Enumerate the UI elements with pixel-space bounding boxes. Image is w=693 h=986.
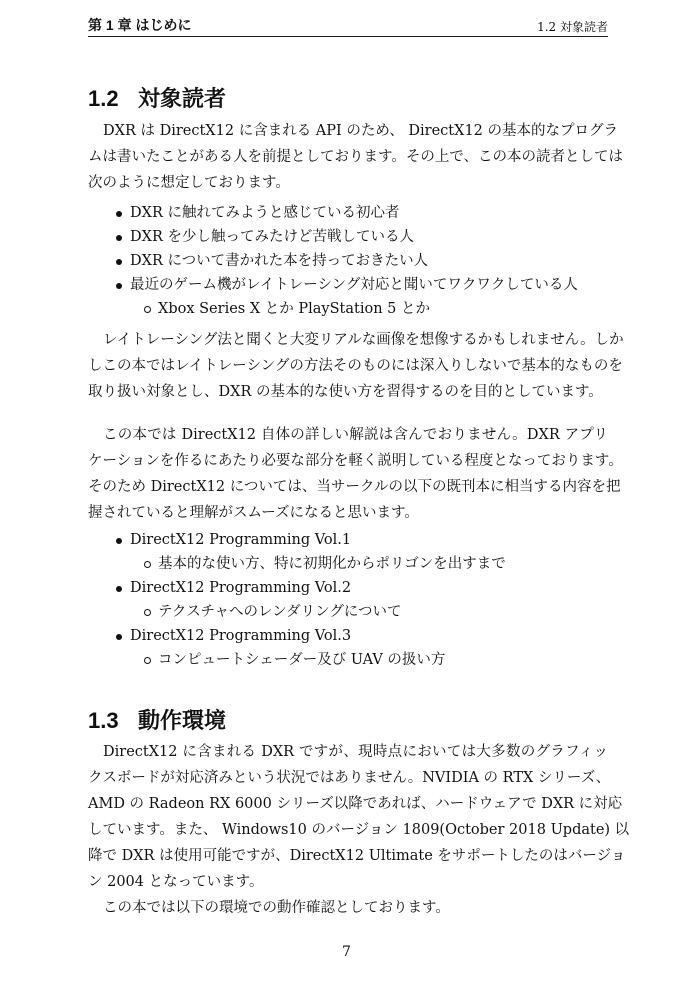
paragraph-environment xyxy=(88,739,630,921)
list-item: DXR を少し触ってみたけど苦戦している人 xyxy=(88,225,608,249)
text-line: そのため DirectX12 については、当サークルの以下の既刊本に相当する内容を把 xyxy=(88,479,621,495)
text-line: DirectX12 に含まれる DXR ですが、現時点においては大多数のグラフィッ xyxy=(103,744,608,760)
text-line: AMD の Radeon RX 6000 シリーズ以降であれば、ハードウェアで DXR に対応 xyxy=(88,796,623,812)
book-list xyxy=(88,528,608,672)
text-line: ムは書いたことがある人を前提としております。その上で、この本の読者としては xyxy=(88,149,624,165)
running-header xyxy=(88,18,608,37)
text-line: レイトレーシング法と聞くと大変リアルな画像を想像するかもしれません。しか xyxy=(103,332,624,348)
text-line: この本では DirectX12 自体の詳しい解説は含んでおりません。DXR アプリ xyxy=(103,427,608,443)
book-title: DirectX12 Programming Vol.3 xyxy=(88,624,608,648)
text-line: ケーションを作るにあたり必要な部分を軽く説明している程度となっております。 xyxy=(88,453,623,469)
paragraph-intro xyxy=(88,118,624,196)
book-description: テクスチャへのレンダリングについて xyxy=(88,600,608,624)
section-number: 1.3 xyxy=(88,708,119,733)
text-line: 握されていると理解がスムーズになると思います。 xyxy=(88,505,419,521)
chapter-title: 第 1 章 はじめに xyxy=(88,17,192,33)
section-heading-1-2 xyxy=(88,82,226,113)
text-line: しこの本ではレイトレーシングの方法そのものには深入りしないで基本的なものを xyxy=(88,358,623,374)
paragraph-scope xyxy=(88,327,624,405)
book-description: 基本的な使い方、特に初期化からポリゴンを出すまで xyxy=(88,552,608,576)
text-line: 次のように想定しております。 xyxy=(88,175,290,191)
text-line: ン 2004 となっています。 xyxy=(88,874,264,890)
section-number: 1.2 xyxy=(88,86,119,111)
book-title: DirectX12 Programming Vol.2 xyxy=(88,576,608,600)
list-item: DXR について書かれた本を持っておきたい人 xyxy=(88,249,608,273)
section-heading-text: 対象読者 xyxy=(138,86,227,111)
text-line: この本では以下の環境での動作確認としております。 xyxy=(103,900,450,916)
page-number: 7 xyxy=(342,944,351,960)
list-item: 最近のゲーム機がレイトレーシング対応と聞いてワクワクしている人 xyxy=(88,273,608,297)
book-title: DirectX12 Programming Vol.1 xyxy=(88,528,608,552)
list-item: DXR に触れてみようと感じている初心者 xyxy=(88,201,608,225)
sub-list-item: Xbox Series X とか PlayStation 5 とか xyxy=(88,297,608,321)
text-line: 取り扱い対象とし、DXR の基本的な使い方を習得するのを目的としています。 xyxy=(88,384,603,400)
text-line: 降で DXR は使用可能ですが、DirectX12 Ultimate をサポートしたのはバージョ xyxy=(88,848,626,864)
section-heading-text: 動作環境 xyxy=(138,708,227,733)
book-description: コンピュートシェーダー及び UAV の扱い方 xyxy=(88,648,608,672)
paragraph-prerequisites xyxy=(88,422,623,526)
text-line: しています。また、 Windows10 のバージョン 1809(October 2018 Update) 以 xyxy=(88,822,630,838)
text-line: クスボードが対応済みという状況ではありません。NVIDIA の RTX シリーズ、 xyxy=(88,770,611,786)
reader-list xyxy=(88,201,608,321)
section-heading-1-3 xyxy=(88,704,226,735)
text-line: DXR は DirectX12 に含まれる API のため、 DirectX12 の基本的なプログラ xyxy=(103,123,618,139)
section-title: 1.2 対象読者 xyxy=(537,20,608,34)
